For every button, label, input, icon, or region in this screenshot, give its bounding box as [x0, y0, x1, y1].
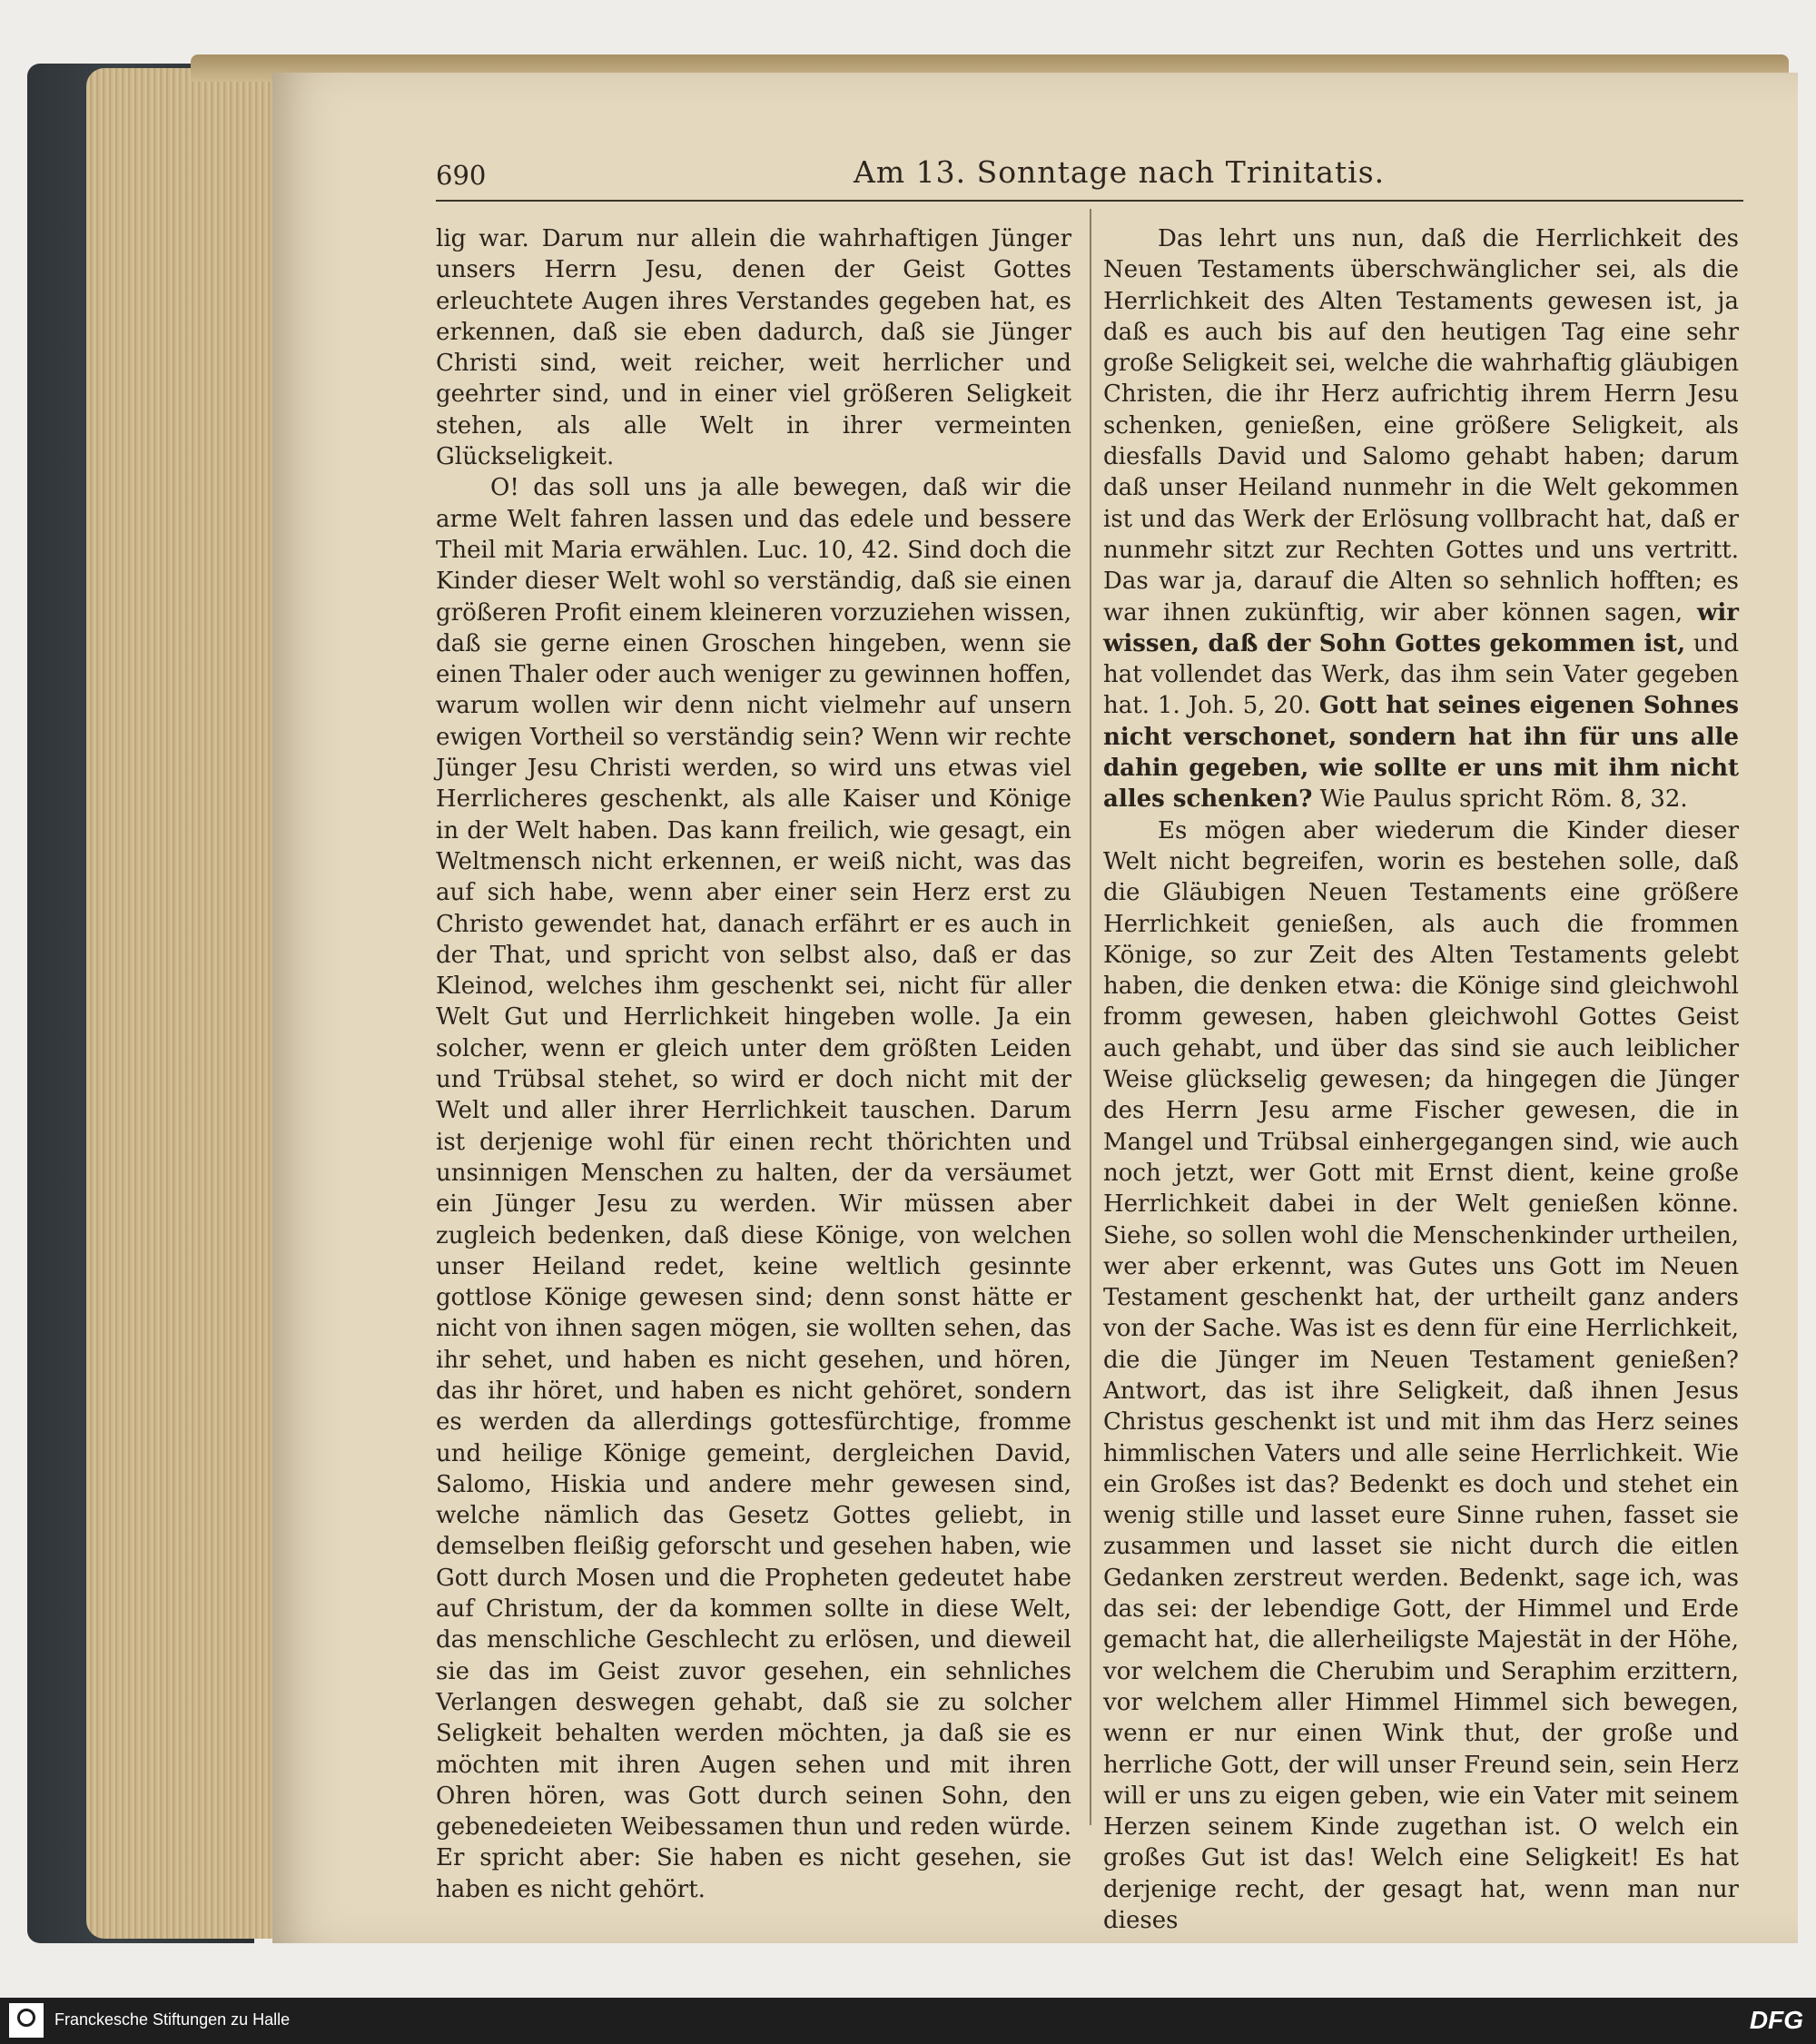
right-p1-text-e: Wie Paulus spricht Röm. 8, 32.	[1319, 785, 1688, 814]
foundation-logo-icon	[9, 2003, 44, 2038]
right-paragraph-2: Es mögen aber wiederum die Kinder dieser Welt nicht begreifen, worin es bestehen solle, daß die Gläubigen Neuen Testaments eine größere Herrlichkeit genießen, als auch die frommen Könige, so zur Zeit des Alten Testaments gelebt haben, die denken etwa: die Könige sind gleichwohl fromm gewesen, haben gleichwohl Gottes Geist auch gehabt, und über das sind sie auch leiblicher Weise glückselig gewesen; da hingegen die Jünger des Herrn Jesu arme Fischer gewesen, die in Mangel und Trübsal einhergegangen sind, wie auch noch jetzt, wer Gott mit Ernst dient, keine große Herrlichkeit dabei in der Welt genießen könne. Siehe, so sollen wohl die Menschenkinder urtheilen, wer aber erkennt, was Gutes uns Gott im Neuen Testament geschenkt hat, der urtheilt ganz anders von der Sache. Was ist es denn für eine Herrlichkeit, die die Jünger im Neuen Testament genießen? Antwort, das ist ihre Seligkeit, daß ihnen Jesus Christus geschenkt ist und mit ihm das Herz seines himmlischen Vaters und alle seine Herrlichkeit. Wie ein Großes ist das? Bedenkt es doch und stehet ein wenig stille und lasset eure Sinne ruhen, fasset sie zusammen und lasset sie nicht durch die eitlen Gedanken zerstreut werden. Bedenkt, sage ich, was das sei: der lebendige Gott, der Himmel und Erde gemacht hat, die allerheiligste Majestät in der Höhe, vor welchem die Cherubim und Seraphim erzittern, vor welchem aller Himmel Himmel sich bewegen, wenn er nur einen Wink thut, der große und herrliche Gott, der will unser Freund sein, sein Herz will er uns zu eigen geben, wie ein Vater mit seinem Herzen seinem Kinde zugethan ist. O welch ein großes Gut ist das! Welch eine Seligkeit! Es hat derjenige recht, der gesagt hat, wenn man nur dieses	[1103, 816, 1739, 1935]
dfg-badge: DFG	[1749, 2006, 1803, 2034]
running-head: Am 13. Sonntage nach Trinitatis.	[854, 154, 1386, 190]
right-p1-text-c: und hat vollendet das Werk, das ihm sein Vater gegeben hat. 1. Joh. 5, 20.	[1103, 629, 1739, 720]
page-header	[436, 154, 1743, 202]
right-p1-bold-a: wir wissen, daß der Sohn Gottes gekommen ist,	[1103, 598, 1739, 657]
left-paragraph-2: O! das soll uns ja alle bewegen, daß wir die arme Welt fahren lassen und das edele und bessere Theil mit Maria erwählen. Luc. 10, 42. Sind doch die Kinder dieser Welt wohl so verständig, daß sie einen größeren Profit einem kleineren vorzuziehen wissen, daß sie gerne einen Groschen hingeben, wenn sie einen Thaler oder auch weniger zu gewinnen hoffen, warum wollen wir denn nicht vielmehr auf unsern ewigen Vortheil so verständig sein? Wenn wir rechte Jünger Jesu Christi werden, so wird uns etwas viel Herrlicheres geschenkt, als alle Kaiser und Könige in der Welt haben. Das kann freilich, wie gesagt, ein Weltmensch nicht erkennen, er weiß nicht, was das auf sich habe, wenn aber einer sein Herz erst zu Christo gewendet hat, danach erfährt er es auch in der That, und spricht von selbst also, daß er das Kleinod, welches ihm geschenkt sei, nicht für aller Welt Gut und Herrlichkeit hingeben wolle. Ja ein solcher, wenn er gleich unter dem größten Leiden und Trübsal stehet, so wird er doch nicht mit der Welt und aller ihrer Herrlichkeit tauschen. Darum ist derjenige wohl für einen recht thörichten und unsinnigen Menschen zu halten, der da versäumet ein Jünger Jesu zu werden. Wir müssen aber zugleich bedenken, daß diese Könige, von welchen unser Heiland redet, keine weltlich gesinnte gottlose Könige gewesen sind; denn sonst hätte er nicht von ihnen sagen mögen, sie wollten sehen, das ihr sehet, und haben es nicht gesehen, und hören, das ihr höret, und haben es nicht gehöret, sondern es werden da allerdings gottesfürchtige, fromme und heilige Könige gemeint, dergleichen David, Salomo, Hiskia und andere mehr gewesen sind, welche nämlich das Gesetz Gottes geliebt, in demselben fleißig geforscht und gesehen haben, wie Gott durch Mosen und die Propheten gedeutet habe auf Christum, der da kommen sollte in diese Welt, das menschliche Geschlecht zu erlösen, und dieweil sie das im Geist zuvor gesehen, ein sehnliches Verlangen deswegen gehabt, daß sie zu solcher Seligkeit behalten werden möchten, ja daß sie es möchten mit ihren Augen sehen und mit ihren Ohren hören, was Gott durch seinen Sohn, den gebenedeieten Weibessamen thun und reden würde. Er spricht aber: Sie haben es nicht gesehen, sie haben es nicht gehört.	[436, 474, 1071, 1903]
page-edges	[86, 68, 295, 1939]
right-paragraph-1	[1103, 223, 1739, 815]
footer-bar	[0, 1998, 1816, 2044]
right-p1-text-a: Das lehrt uns nun, daß die Herrlichkeit des Neuen Testaments überschwänglicher sei, als die Herrlichkeit des Alten Testaments gewesen ist, ja daß es auch bis auf den heutigen Tag eine sehr große Seligkeit sei, welche die wahrhaftig gläubigen Christen, die ihr Herz aufrichtig ihrem Herrn Jesu schenken, genießen, eine größere Seligkeit, als diesfalls David und Salomo gehabt haben; darum daß unser Heiland nunmehr in die Welt gekommen ist und das Werk der Erlösung vollbracht hat, daß er nunmehr sitzt zur Rechten Gottes und uns vertritt. Das war ja, darauf die Alten so sehnlich hofften; es war ihnen zukünftig, wir aber können sagen,	[1103, 225, 1739, 627]
right-column	[1103, 223, 1739, 1936]
footer-organization: Franckesche Stiftungen zu Halle	[54, 2010, 291, 2029]
page-number: 690	[436, 160, 487, 191]
right-p1-bold-d: Gott hat seines eigenen Sohnes nicht verschonet, sondern hat ihn für uns alle dahin gegeben, wie sollte er uns mit ihm nicht alles schenken?	[1103, 692, 1739, 814]
left-column	[436, 223, 1071, 1905]
left-paragraph-1: lig war. Darum nur allein die wahrhaftigen Jünger unsers Herrn Jesu, denen der Geist Gottes erleuchtete Augen ihres Verstandes gegeben hat, es erkennen, daß sie eben dadurch, daß sie Jünger Christi sind, weit reicher, weit herrlicher und geehrter sind, und in einer viel größeren Seligkeit stehen, als alle Welt in ihrer vermeinten Glückseligkeit.	[436, 225, 1071, 471]
column-divider	[1090, 209, 1091, 1825]
